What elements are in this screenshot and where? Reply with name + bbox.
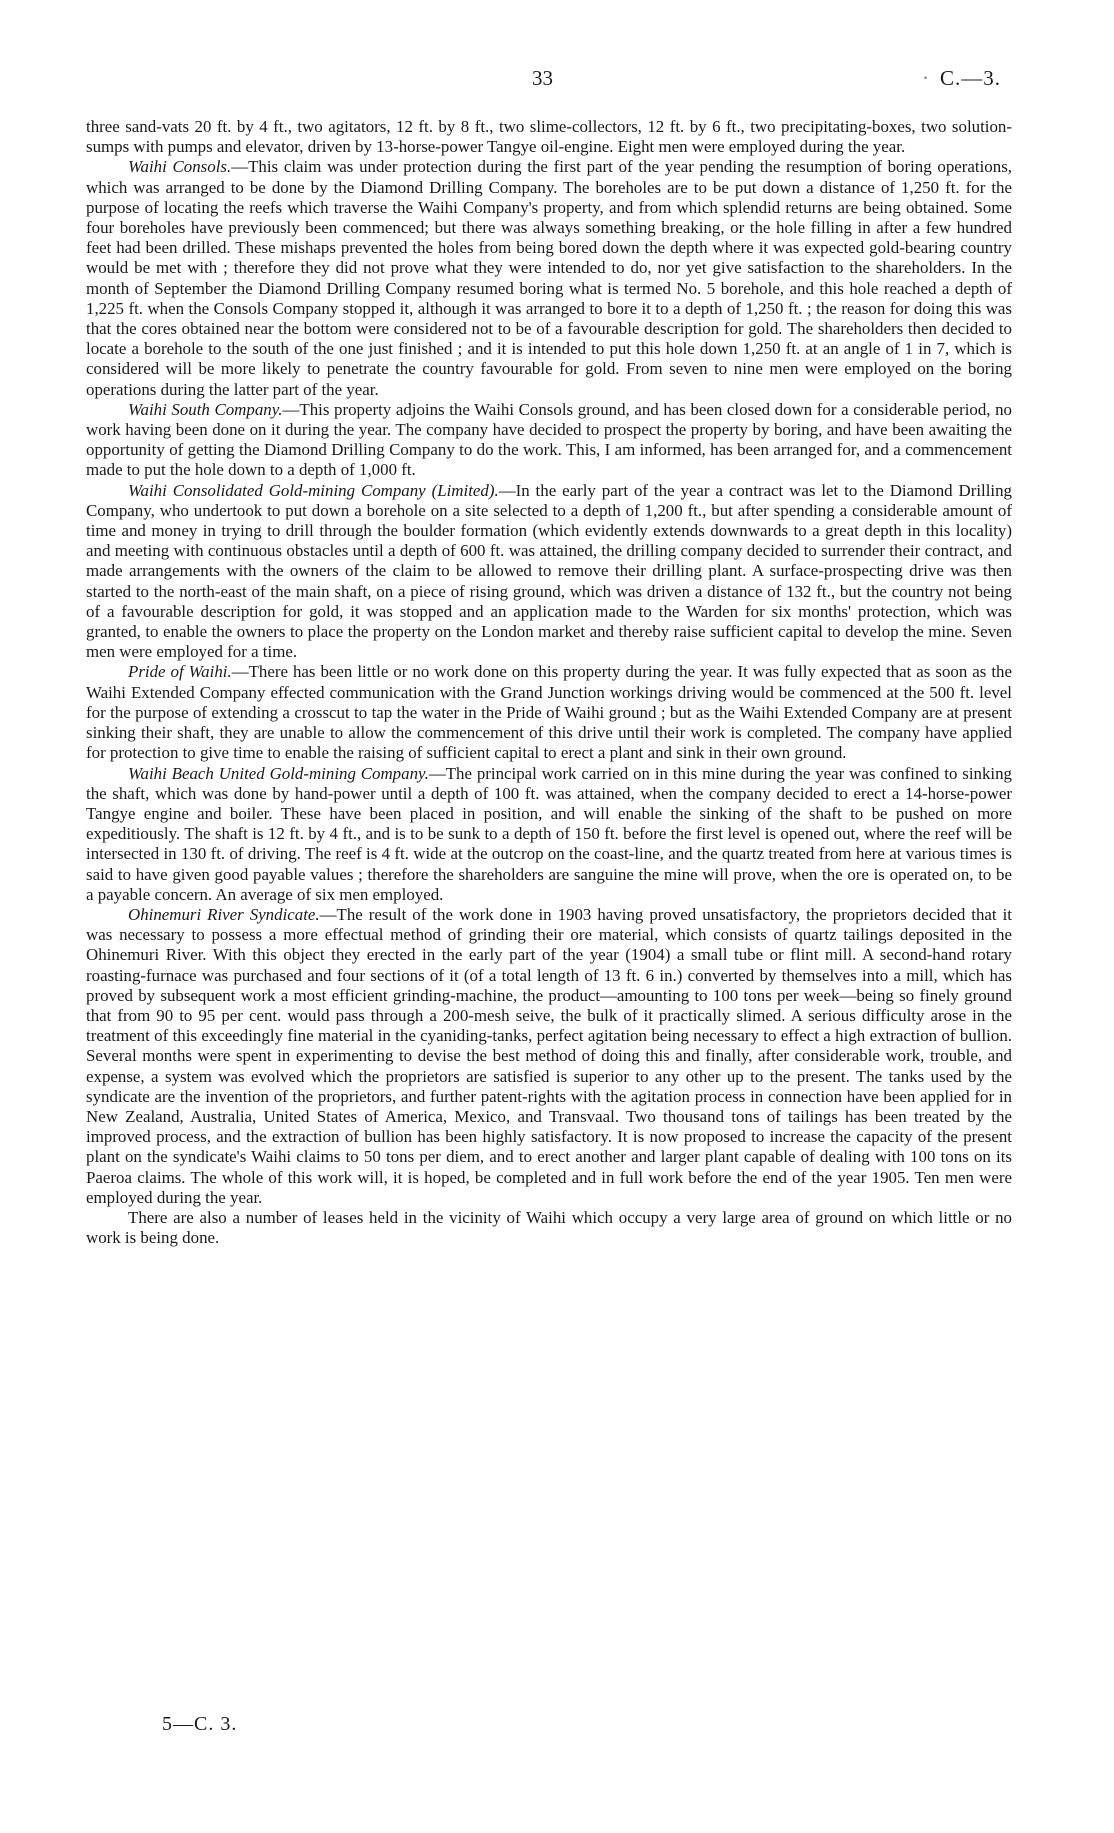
- paragraph-text: —The principal work carried on in this mine during the year was confined to sinking the shaft, which was done by hand-power until a depth of 100 ft. was attained, when the company decided to erect a 14-horse-power Tangye engine and boiler. These have been placed in position, and will enable the sinking of the shaft to be pushed on more expeditiously. The shaft is 12 ft. by 4 ft., and is to be sunk to a depth of 150 ft. before the first level is opened out, where the reef will be intersected in 130 ft. of driving. The reef is 4 ft. wide at the outcrop on the coast-line, and the quartz treated from here at various times is said to have given good payable values ; therefore the shareholders are sanguine the mine will prove, when the ore is operated on, to be a payable concern. An average of six men employed.: [86, 763, 1012, 904]
- paragraph-text: —This property adjoins the Waihi Consols ground, and has been closed down for a considerable period, no work having been done on it during the year. The company have decided to prospect the property by boring, and have been awaiting the opportunity of getting the Diamond Drilling Company to do the work. This, I am informed, has been arranged for, and a commencement made to put the hole down to a depth of 1,000 ft.: [86, 399, 1012, 480]
- paragraph-text: —In the early part of the year a contract was let to the Diamond Drilling Company, who undertook to put down a borehole on a site selected to a depth of 1,200 ft., but after spending a considerable amount of time and money in trying to drill through the boulder formation (which evidently extends downwards to a great depth in this locality) and meeting with continuous obstacles until a depth of 600 ft. was attained, the drilling company decided to surrender their contract, and made arrangements with the owners of the claim to be allowed to remove their drilling plant. A surface-prospecting drive was then started to the north-east of the main shaft, on a piece of rising ground, which was driven a distance of 132 ft., but the country not being of a favourable description for gold, it was stopped and an application made to the Warden for six months' protection, which was granted, to enable the owners to place the property on the London market and thereby raise sufficient capital to develop the mine. Seven men were employed for a time.: [86, 480, 1012, 662]
- page-number: 33: [532, 66, 553, 90]
- paragraph: [86, 117, 1012, 157]
- paragraph-text: —The result of the work done in 1903 having proved unsatisfactory, the proprietors decided that it was necessary to possess a more effectual method of grinding their ore material, which consists of quartz tailings deposited in the Ohinemuri River. With this object they erected in the early part of the year (1904) a small tube or flint mill. A second-hand rotary roasting-furnace was purchased and four sections of it (of a total length of 13 ft. 6 in.) converted by themselves into a mill, which has proved by subsequent work a most efficient grinding-machine, the product—amounting to 100 tons per week—being so finely ground that from 90 to 95 per cent. would pass through a 200-mesh seive, the bulk of it practically slimed. A serious difficulty arose in the treatment of this exceedingly fine material in the cyaniding-tanks, perfect agitation being necessary to effect a high extraction of bullion. Several months were spent in experimenting to devise the best method of doing this and finally, after considerable work, trouble, and expense, a system was evolved which the proprietors are satisfied is superior to any other up to the present. The tanks used by the syndicate are the invention of the proprietors, and further patent-rights with the agitation process in connection have been applied for in New Zealand, Australia, United States of America, Mexico, and Transvaal. Two thousand tons of tailings has been treated by the improved process, and the extraction of bullion has been highly satisfactory. It is now proposed to increase the capacity of the present plant on the syndicate's Waihi claims to 50 tons per diem, and to erect another and larger plant capable of dealing with 100 tons on its Paeroa claims. The whole of this work will, it is hoped, be completed and in full work before the end of the year 1905. Ten men were employed during the year.: [86, 904, 1012, 1207]
- page-header: [0, 66, 1114, 96]
- paragraph-heading: Waihi Consols.: [128, 157, 232, 177]
- header-dot: ·: [922, 66, 929, 90]
- paragraph: [86, 662, 1012, 763]
- page-body: [86, 117, 1012, 1248]
- paragraph-heading: Ohinemuri River Syndicate.: [128, 904, 320, 924]
- paragraph: [86, 400, 1012, 481]
- paragraph-text: —This claim was under protection during the first part of the year pending the resumption of boring operations, which was arranged to be done by the Diamond Drilling Company. The boreholes are to be put down a distance of 1,250 ft. for the purpose of locating the reefs which traverse the Waihi Company's property, and from which splendid returns are being obtained. Some four boreholes have previously been commenced; but there was always something breaking, or the hole filling in after a few hundred feet had been drilled. These mishaps prevented the holes from being bored down the depth where it was expected gold-bearing country would be met with ; therefore they did not prove what they were intended to do, nor yet give satisfaction to the shareholders. In the month of September the Diamond Drilling Company resumed boring what is termed No. 5 borehole, and this hole reached a depth of 1,225 ft. when the Consols Company stopped it, although it was arranged to bore it to a depth of 1,250 ft. ; the reason for doing this was that the cores obtained near the bottom were considered not to be of a favourable description for gold. The shareholders then decided to locate a borehole to the south of the one just finished ; and it is intended to put this hole down 1,250 ft. at an angle of 1 in 7, which is considered will be more likely to penetrate the country favourable for gold. From seven to nine men were employed on the boring operations during the latter part of the year.: [86, 157, 1012, 399]
- paragraph-text: There are also a number of leases held in the vicinity of Waihi which occupy a very large area of ground on which little or no work is being done.: [86, 1207, 1012, 1248]
- paragraph: [86, 157, 1012, 399]
- paragraph-text: three sand-vats 20 ft. by 4 ft., two agitators, 12 ft. by 8 ft., two slime-collectors, 12 ft. by 6 ft., two precipitating-boxes, two solution-sumps with pumps and elevator, driven by 13-horse-power Tangye oil-engine. Eight men were employed during the year.: [86, 117, 1012, 157]
- paragraph-heading: Waihi Consolidated Gold-mining Company (Limited).: [128, 480, 499, 500]
- paragraph: [86, 905, 1012, 1208]
- paragraph: [86, 764, 1012, 905]
- paragraph-heading: Waihi South Company.: [128, 399, 283, 419]
- paragraph-heading: Waihi Beach United Gold-mining Company.: [128, 763, 429, 783]
- paragraph-text: —There has been little or no work done on this property during the year. It was fully expected that as soon as the Waihi Extended Company effected communication with the Grand Junction workings driving would be commenced at the 500 ft. level for the purpose of extending a crosscut to tap the water in the Pride of Waihi ground ; but as the Waihi Extended Company are at present sinking their shaft, they are unable to allow the commencement of this drive until their work is completed. The company have applied for protection to give time to enable the raising of sufficient capital to erect a plant and sink in their own ground.: [86, 662, 1012, 763]
- document-reference: C.—3.: [940, 66, 1002, 90]
- paragraph-heading: Pride of Waihi.: [128, 662, 232, 682]
- page-signature-mark: 5—C. 3.: [162, 1713, 238, 1735]
- paragraph: [86, 1208, 1012, 1248]
- paragraph: [86, 481, 1012, 663]
